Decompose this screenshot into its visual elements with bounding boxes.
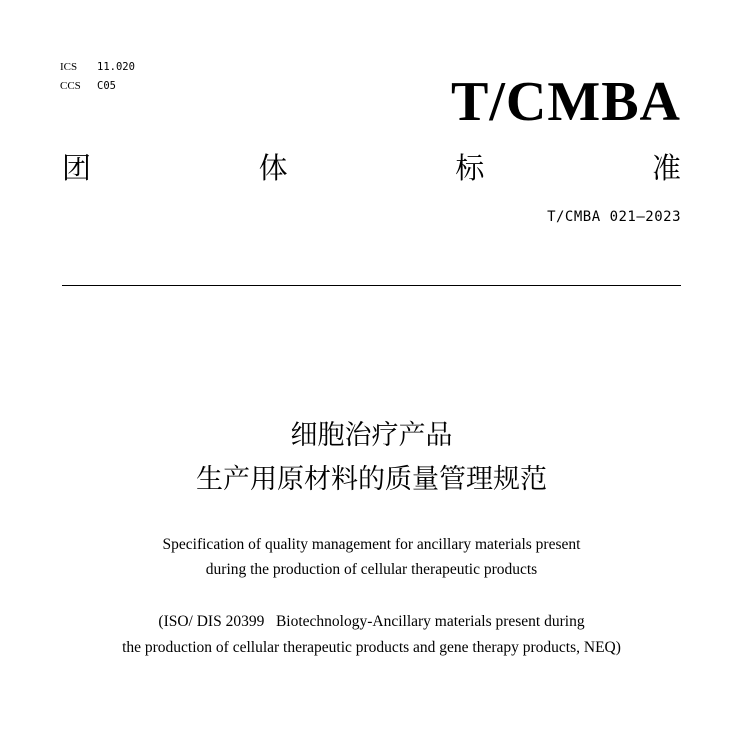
standard-type-heading (62, 150, 681, 186)
ics-label: ICS (60, 61, 78, 73)
organization-code: T/CMBA (451, 71, 681, 133)
classification-codes (60, 58, 135, 96)
standard-type-char: 准 (651, 151, 681, 185)
ics-code: 11.020 (97, 61, 135, 73)
ccs-label: CCS (60, 80, 81, 92)
english-title-line-1: Specification of quality management for ancillary materials present (162, 536, 581, 553)
english-title-line-2: during the production of cellular therapeutic products (205, 561, 538, 578)
chinese-title-line-1: 细胞治疗产品 (290, 420, 453, 451)
reference-standard-line-2: the production of cellular therapeutic products and gene therapy products, NEQ) (122, 639, 621, 656)
header-divider (62, 285, 681, 286)
ics-row (60, 58, 135, 77)
standard-type-char: 体 (258, 151, 288, 185)
standard-number: T/CMBA 021—2023 (547, 209, 681, 225)
chinese-title-line-2: 生产用原材料的质量管理规范 (196, 464, 547, 495)
reference-standard-line-1: (ISO/ DIS 20399 Biotechnology-Ancillary materials present during (158, 613, 585, 630)
ccs-row (60, 77, 135, 96)
standard-type-char: 标 (455, 151, 485, 185)
ccs-code: C05 (97, 80, 116, 92)
standard-type-char: 团 (62, 151, 92, 185)
